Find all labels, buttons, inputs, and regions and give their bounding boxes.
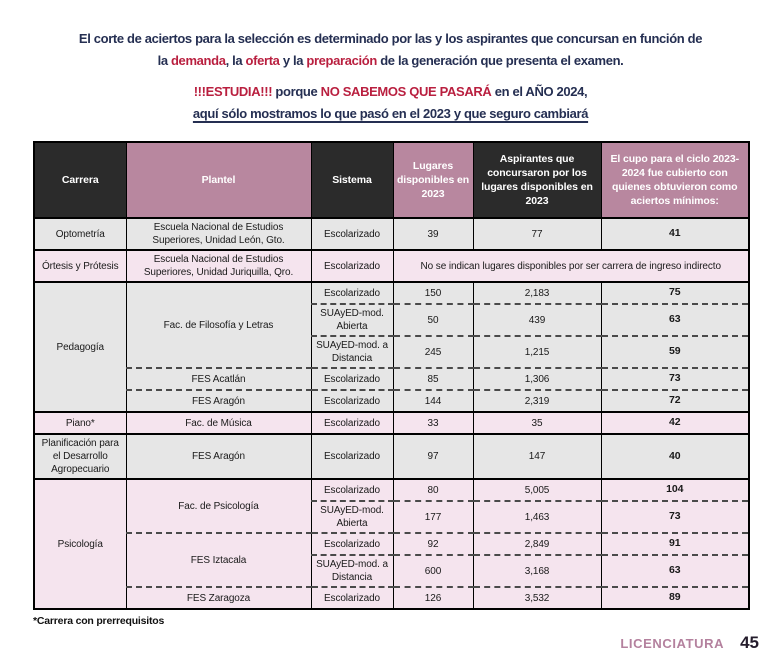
body-text: de la generación que presenta el examen.	[376, 53, 624, 68]
table-row	[34, 218, 749, 250]
sistema-cell: Escolarizado	[311, 533, 393, 555]
cupo-cell: 73	[601, 368, 749, 390]
carrera-cell: Piano*	[34, 412, 126, 434]
highlight-text: NO SABEMOS QUE PASARÁ	[320, 84, 492, 99]
carrera-cell: Optometría	[34, 218, 126, 250]
table-header-row	[34, 142, 749, 218]
sistema-cell: Escolarizado	[311, 218, 393, 250]
table-row	[34, 479, 749, 501]
aspirantes-cell: 3,168	[473, 555, 601, 587]
warning-paragraph	[0, 81, 781, 125]
carrera-cell: Psicología	[34, 479, 126, 609]
body-text: la	[157, 53, 171, 68]
lugares-cell: 85	[393, 368, 473, 390]
aspirantes-cell: 1,463	[473, 501, 601, 533]
lugares-cell: 600	[393, 555, 473, 587]
body-text: en el AÑO 2024,	[491, 84, 588, 99]
aspirantes-cell: 2,183	[473, 282, 601, 304]
carrera-cell: Planificación para el Desarrollo Agropecuario	[34, 434, 126, 479]
plantel-cell: Fac. de Filosofía y Letras	[126, 282, 311, 368]
table-row	[34, 282, 749, 304]
cupo-cell: 104	[601, 479, 749, 501]
aspirantes-cell: 439	[473, 304, 601, 336]
sistema-cell: SUAyED-mod. Abierta	[311, 304, 393, 336]
cupo-cell: 63	[601, 555, 749, 587]
plantel-cell: FES Acatlán	[126, 368, 311, 390]
table-row	[34, 368, 749, 390]
table-body	[34, 218, 749, 609]
carrera-cell: Órtesis y Prótesis	[34, 250, 126, 282]
cupo-cell: 40	[601, 434, 749, 479]
aspirantes-cell: 147	[473, 434, 601, 479]
lugares-cell: 92	[393, 533, 473, 555]
plantel-cell: FES Aragón	[126, 434, 311, 479]
aspirantes-cell: 1,215	[473, 336, 601, 368]
body-text: aquí sólo mostramos lo que pasó en el 2023 y que seguro cambiará	[192, 106, 589, 121]
warning-line-1	[0, 81, 781, 103]
sistema-cell: Escolarizado	[311, 282, 393, 304]
footer-section-label: LICENCIATURA	[620, 636, 725, 651]
lugares-cell: 245	[393, 336, 473, 368]
body-text: porque	[272, 84, 321, 99]
cupo-cell: 63	[601, 304, 749, 336]
aspirantes-cell: 5,005	[473, 479, 601, 501]
aspirantes-cell: 3,532	[473, 587, 601, 609]
cupo-cell: 72	[601, 390, 749, 412]
aspirantes-cell: 35	[473, 412, 601, 434]
note-cell: No se indican lugares disponibles por ser carrera de ingreso indirecto	[393, 250, 749, 282]
table-row	[34, 533, 749, 555]
lugares-cell: 97	[393, 434, 473, 479]
aspirantes-cell: 2,849	[473, 533, 601, 555]
lugares-cell: 50	[393, 304, 473, 336]
column-header-1: Carrera	[34, 142, 126, 218]
lugares-cell: 144	[393, 390, 473, 412]
lugares-cell: 150	[393, 282, 473, 304]
table-row	[34, 412, 749, 434]
cupo-cell: 41	[601, 218, 749, 250]
plantel-cell: Escuela Nacional de Estudios Superiores, Unidad Juriquilla, Qro.	[126, 250, 311, 282]
plantel-cell: Fac. de Psicología	[126, 479, 311, 533]
sistema-cell: Escolarizado	[311, 434, 393, 479]
plantel-cell: FES Aragón	[126, 390, 311, 412]
cupo-cell: 91	[601, 533, 749, 555]
body-text: El corte de aciertos para la selección es determinado por las y los aspirantes que concursan en función de	[78, 31, 703, 46]
page-footer	[620, 633, 759, 653]
carrera-cell: Pedagogía	[34, 282, 126, 412]
warning-line-2	[0, 103, 781, 125]
highlight-text: demanda	[170, 53, 226, 68]
column-header-6: El cupo para el ciclo 2023-2024 fue cubierto con quienes obtuvieron como aciertos mínimos:	[601, 142, 749, 218]
plantel-cell: Escuela Nacional de Estudios Superiores, Unidad León, Gto.	[126, 218, 311, 250]
cupo-cell: 73	[601, 501, 749, 533]
lugares-cell: 177	[393, 501, 473, 533]
aspirantes-cell: 1,306	[473, 368, 601, 390]
sistema-cell: Escolarizado	[311, 368, 393, 390]
lugares-cell: 80	[393, 479, 473, 501]
table-row	[34, 434, 749, 479]
sistema-cell: SUAyED-mod. Abierta	[311, 501, 393, 533]
intro-line-2	[0, 50, 781, 72]
body-text: y la	[279, 53, 307, 68]
aspirantes-cell: 2,319	[473, 390, 601, 412]
sistema-cell: Escolarizado	[311, 479, 393, 501]
lugares-cell: 39	[393, 218, 473, 250]
cupo-cell: 42	[601, 412, 749, 434]
lugares-cell: 33	[393, 412, 473, 434]
cupo-cell: 75	[601, 282, 749, 304]
sistema-cell: Escolarizado	[311, 390, 393, 412]
table-head	[34, 142, 749, 218]
body-text: , la	[225, 53, 246, 68]
column-header-5: Aspirantes que concursaron por los lugares disponibles en 2023	[473, 142, 601, 218]
intro-line-1	[0, 28, 781, 50]
aspirantes-cell: 77	[473, 218, 601, 250]
highlight-text: !!!ESTUDIA!!!	[193, 84, 273, 99]
plantel-cell: Fac. de Música	[126, 412, 311, 434]
sistema-cell: Escolarizado	[311, 412, 393, 434]
column-header-2: Plantel	[126, 142, 311, 218]
footnote: *Carrera con prerrequisitos	[33, 615, 165, 627]
footer-page-number: 45	[740, 633, 759, 652]
sistema-cell: SUAyED-mod. a Distancia	[311, 336, 393, 368]
table-row	[34, 250, 749, 282]
plantel-cell: FES Zaragoza	[126, 587, 311, 609]
table-section	[33, 141, 748, 627]
highlight-text: preparación	[306, 53, 377, 68]
plantel-cell: FES Iztacala	[126, 533, 311, 587]
highlight-text: oferta	[245, 53, 280, 68]
admission-results-table	[33, 141, 750, 610]
cupo-cell: 89	[601, 587, 749, 609]
sistema-cell: SUAyED-mod. a Distancia	[311, 555, 393, 587]
table-row	[34, 587, 749, 609]
intro-paragraph	[0, 28, 781, 72]
sistema-cell: Escolarizado	[311, 587, 393, 609]
sistema-cell: Escolarizado	[311, 250, 393, 282]
cupo-cell: 59	[601, 336, 749, 368]
lugares-cell: 126	[393, 587, 473, 609]
column-header-4: Lugares disponibles en 2023	[393, 142, 473, 218]
column-header-3: Sistema	[311, 142, 393, 218]
table-row	[34, 390, 749, 412]
